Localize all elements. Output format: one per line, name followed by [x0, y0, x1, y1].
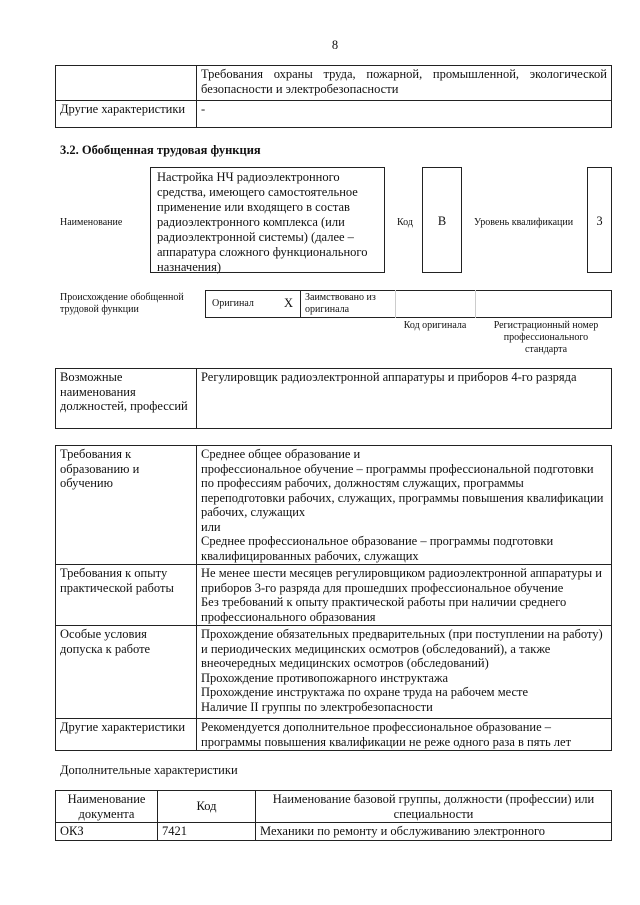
cell: Требования к образованию и обучению: [56, 446, 197, 565]
cell: Регулировщик радиоэлектронной аппаратуры и приборов 4-го разряда: [197, 369, 612, 429]
additional-table: [55, 790, 612, 841]
code-value: B: [422, 167, 462, 273]
line: Рекомендуется дополнительное профессиональное образование – программы повышения квалификации не реже одного раза в пять лет: [201, 720, 572, 749]
level-value: 3: [587, 167, 612, 273]
cell: Возможные наименования должностей, профессий: [56, 369, 197, 429]
cell: Другие характеристики: [56, 101, 197, 128]
page-number: 8: [331, 38, 339, 52]
line: профессиональное обучение – программы профессиональной подготовки по профессиям рабочих, должностям служащих, программы переподготовки рабочих, служащих, программы повышения квалификации рабочих, служащих: [201, 461, 604, 519]
cell: [197, 565, 612, 626]
borrowed-label: Заимствовано из оригинала: [305, 292, 376, 315]
cell: Особые условия допуска к работе: [56, 626, 197, 719]
cell: Требования к опыту практической работы: [56, 565, 197, 626]
cell: -: [197, 101, 612, 128]
cell: [197, 719, 612, 751]
line: Наличие II группы по электробезопасности: [201, 699, 433, 714]
header-cell: Код: [158, 791, 256, 823]
cell: [197, 626, 612, 719]
section-heading: 3.2. Обобщенная трудовая функция: [60, 143, 261, 157]
original-mark: X: [284, 296, 294, 310]
cell: 7421: [158, 823, 256, 841]
line: Среднее профессиональное образование – программы подготовки квалифицированных рабочих, служащих: [201, 534, 554, 563]
level-label: Уровень квалификации: [474, 217, 574, 228]
origin-label: Происхождение обобщенной трудовой функции: [60, 292, 184, 315]
line: Прохождение обязательных предварительных (при поступлении на работу) и периодических медицинских осмотров (обследований), а также внеочередных медицинских осмотров (обследований): [201, 627, 603, 670]
cell: Требования охраны труда, пожарной, промышленной, экологической безопасности и электробезопасности: [197, 66, 612, 101]
header-cell: Наименование базовой группы, должности (профессии) или специальности: [256, 791, 612, 823]
reg-caption: Регистрационный номер профессионального стандарта: [493, 320, 599, 355]
top-table: [55, 65, 612, 128]
additional-title: Дополнительные характеристики: [60, 763, 238, 777]
line: Не менее шести месяцев регулировщиком радиоэлектронной аппаратуры и приборов 3-го разряда для прошедших профессиональное обучение: [201, 566, 602, 595]
cell: [197, 446, 612, 565]
line: Прохождение противопожарного инструктажа: [201, 670, 449, 685]
name-value: Настройка НЧ радиоэлектронного средства, имеющего самостоятельное применение или входящего в состав радиоэлектронного комплекса (или радиоэлектронной системы) (далее – аппаратура сложного функционального назначения): [150, 167, 385, 273]
line: Без требований к опыту практической работы при наличии среднего профессионального образования: [201, 595, 567, 624]
line: Прохождение инструктажа по охране труда на рабочем месте: [201, 685, 529, 699]
cell: Механики по ремонту и обслуживанию электронного: [256, 823, 612, 841]
name-label: Наименование: [60, 217, 123, 228]
cell: Другие характеристики: [56, 719, 197, 751]
positions-table: [55, 368, 612, 429]
code-caption: Код оригинала: [403, 320, 467, 331]
line: или: [201, 519, 221, 534]
header-cell: Наименование документа: [56, 791, 158, 823]
original-label: Оригинал: [212, 298, 254, 309]
origin-box: [205, 290, 612, 318]
code-label: Код: [397, 217, 413, 228]
line: Среднее общее образование и: [201, 447, 361, 461]
requirements-table: [55, 445, 612, 751]
cell: ОКЗ: [56, 823, 158, 841]
